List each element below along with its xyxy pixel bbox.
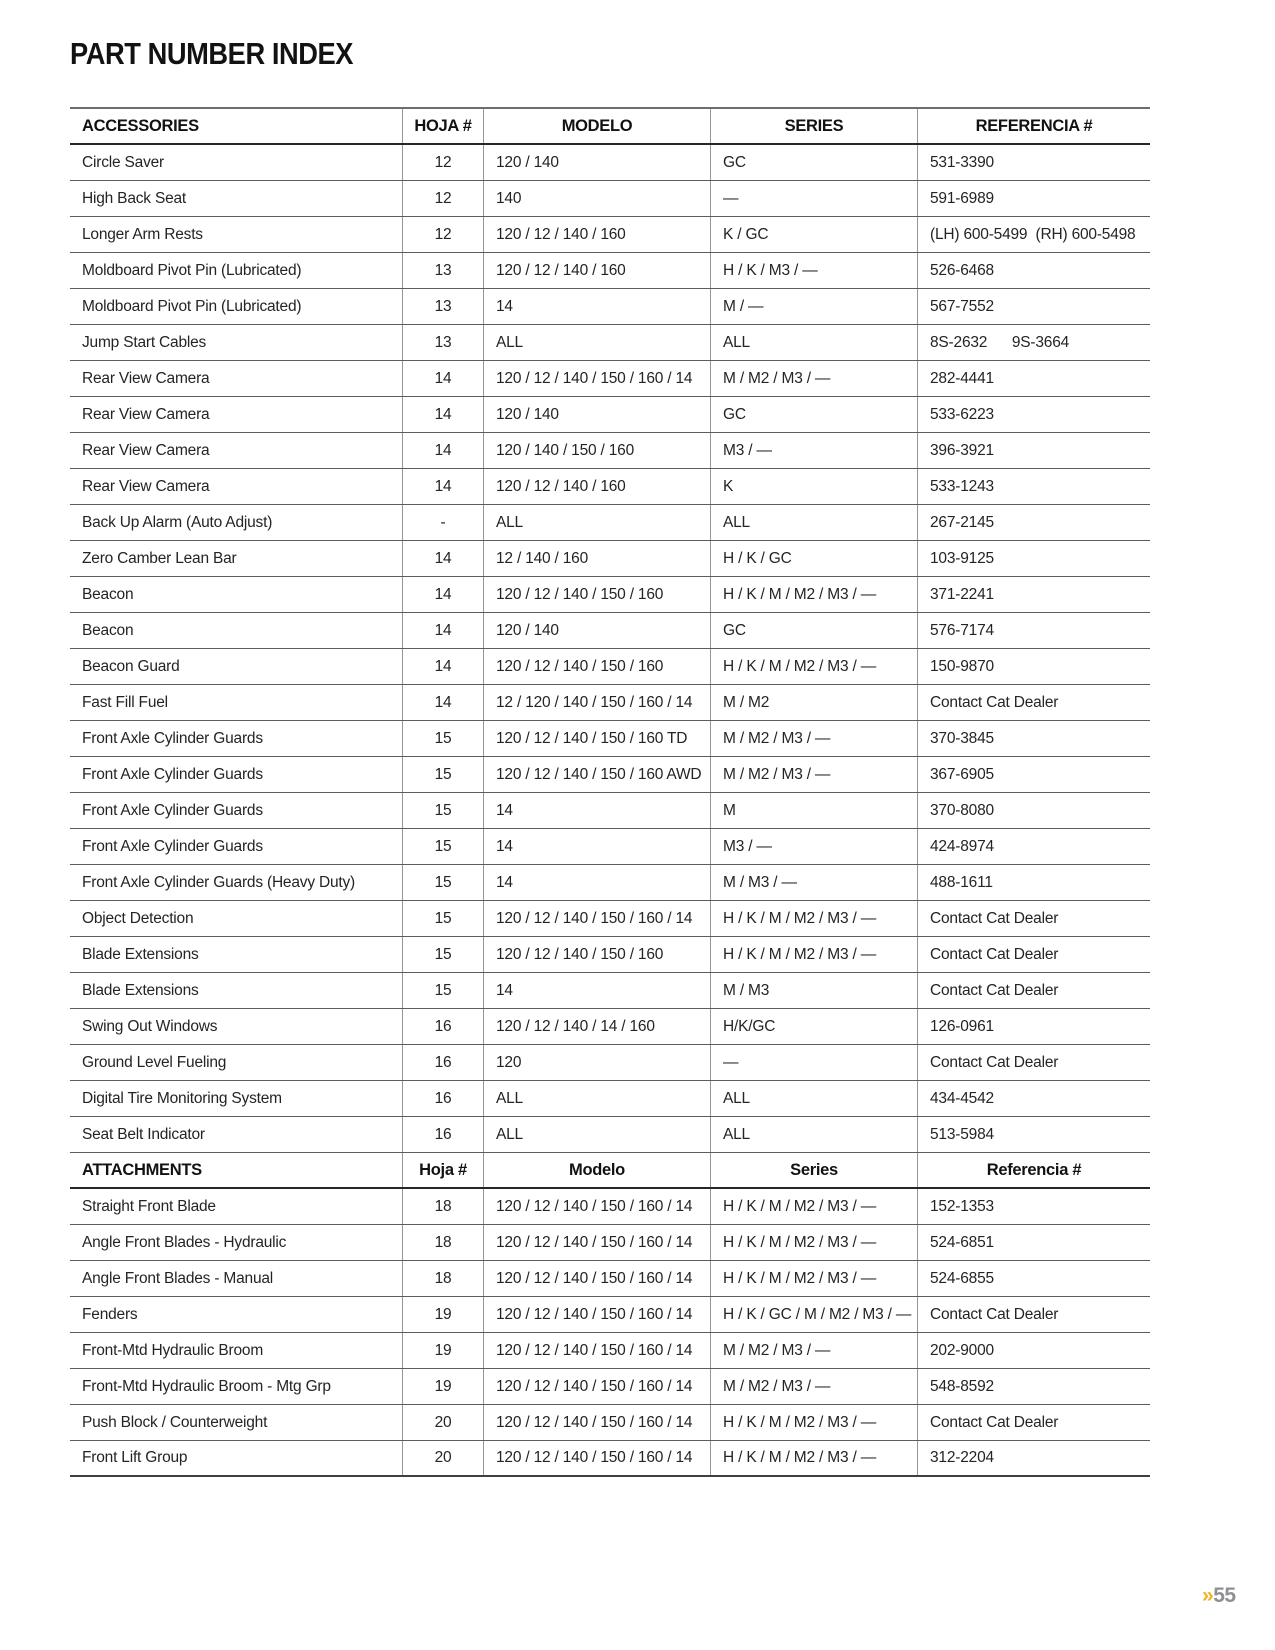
- cell-accessory: Angle Front Blades - Manual: [82, 1269, 274, 1287]
- cell-hoja: 12: [402, 217, 483, 252]
- cell-hoja: 15: [402, 829, 483, 864]
- table-row: [70, 1117, 1150, 1153]
- cell-referencia: 126-0961: [917, 1009, 1150, 1044]
- cell-modelo: 120 / 12 / 140 / 160: [483, 217, 710, 252]
- cell-modelo: 12 / 140 / 160: [483, 541, 710, 576]
- cell-accessory: Front Axle Cylinder Guards: [82, 729, 263, 747]
- table-row: [70, 253, 1150, 289]
- cell-series: H / K / M / M2 / M3 / —: [710, 937, 917, 972]
- cell-series: M: [710, 793, 917, 828]
- cell-series: ALL: [710, 1081, 917, 1116]
- cell-series: H / K / GC / M / M2 / M3 / —: [710, 1297, 917, 1332]
- table-row: [70, 1225, 1150, 1261]
- cell-accessory: Beacon: [82, 585, 134, 603]
- cell-referencia: 567-7552: [917, 289, 1150, 324]
- cell-accessory: Rear View Camera: [82, 477, 210, 495]
- cell-hoja: 14: [402, 397, 483, 432]
- table-row: [70, 1441, 1150, 1477]
- table-row: [70, 865, 1150, 901]
- section-header-row: [70, 109, 1150, 145]
- cell-hoja: 14: [402, 541, 483, 576]
- cell-referencia: Contact Cat Dealer: [917, 937, 1150, 972]
- cell-modelo: 12 / 120 / 140 / 150 / 160 / 14: [483, 685, 710, 720]
- cell-referencia: 424-8974: [917, 829, 1150, 864]
- cell-referencia: 370-8080: [917, 793, 1150, 828]
- cell-hoja: 15: [402, 865, 483, 900]
- column-header-hoja: Hoja #: [402, 1153, 483, 1187]
- cell-modelo: 120 / 12 / 140 / 150 / 160 / 14: [483, 901, 710, 936]
- cell-referencia: 576-7174: [917, 613, 1150, 648]
- column-header-referencia: REFERENCIA #: [917, 109, 1150, 143]
- table-row: [70, 469, 1150, 505]
- cell-hoja: 15: [402, 721, 483, 756]
- cell-accessory: Back Up Alarm (Auto Adjust): [82, 513, 273, 531]
- cell-series: M / M2 / M3 / —: [710, 1333, 917, 1368]
- cell-series: H / K / M / M2 / M3 / —: [710, 1225, 917, 1260]
- cell-accessory: Seat Belt Indicator: [82, 1125, 205, 1143]
- cell-accessory: Fenders: [82, 1305, 138, 1323]
- cell-hoja: 14: [402, 433, 483, 468]
- cell-referencia: Contact Cat Dealer: [917, 1045, 1150, 1080]
- cell-referencia: Contact Cat Dealer: [917, 1405, 1150, 1440]
- cell-series: GC: [710, 613, 917, 648]
- table-row: [70, 973, 1150, 1009]
- table-row: [70, 1189, 1150, 1225]
- column-header-series: SERIES: [710, 109, 917, 143]
- cell-accessory: Object Detection: [82, 909, 194, 927]
- table-row: [70, 829, 1150, 865]
- cell-referencia: 282-4441: [917, 361, 1150, 396]
- table-row: [70, 1333, 1150, 1369]
- part-number-index-table: [70, 107, 1150, 1477]
- cell-referencia: 312-2204: [917, 1441, 1150, 1475]
- table-row: [70, 217, 1150, 253]
- cell-series: K / GC: [710, 217, 917, 252]
- cell-series: H / K / M3 / —: [710, 253, 917, 288]
- table-row: [70, 721, 1150, 757]
- cell-series: H / K / GC: [710, 541, 917, 576]
- table-row: [70, 1369, 1150, 1405]
- cell-modelo: 120 / 12 / 140 / 150 / 160 / 14: [483, 1405, 710, 1440]
- cell-accessory: Rear View Camera: [82, 441, 210, 459]
- cell-modelo: 120 / 12 / 140 / 150 / 160 / 14: [483, 361, 710, 396]
- cell-hoja: 13: [402, 253, 483, 288]
- chevrons-icon: »: [1202, 1584, 1214, 1607]
- cell-modelo: 120 / 12 / 140 / 160: [483, 253, 710, 288]
- cell-modelo: ALL: [483, 1117, 710, 1152]
- cell-accessory: Zero Camber Lean Bar: [82, 549, 237, 567]
- cell-modelo: 120 / 12 / 140 / 150 / 160: [483, 937, 710, 972]
- table-row: [70, 145, 1150, 181]
- cell-series: H / K / M / M2 / M3 / —: [710, 1261, 917, 1296]
- table-row: [70, 901, 1150, 937]
- cell-series: M / M3 / —: [710, 865, 917, 900]
- cell-modelo: 14: [483, 289, 710, 324]
- table-row: [70, 649, 1150, 685]
- cell-referencia: 267-2145: [917, 505, 1150, 540]
- cell-hoja: 18: [402, 1225, 483, 1260]
- table-row: [70, 1405, 1150, 1441]
- cell-accessory: Longer Arm Rests: [82, 225, 203, 243]
- cell-hoja: 13: [402, 325, 483, 360]
- cell-referencia: 150-9870: [917, 649, 1150, 684]
- cell-series: ALL: [710, 1117, 917, 1152]
- cell-referencia: Contact Cat Dealer: [917, 901, 1150, 936]
- cell-referencia: 8S-2632 9S-3664: [917, 325, 1150, 360]
- table-row: [70, 937, 1150, 973]
- table-row: [70, 289, 1150, 325]
- cell-series: H / K / M / M2 / M3 / —: [710, 649, 917, 684]
- cell-accessory: High Back Seat: [82, 189, 187, 207]
- table-row: [70, 757, 1150, 793]
- cell-referencia: 488-1611: [917, 865, 1150, 900]
- cell-modelo: 120 / 12 / 140 / 14 / 160: [483, 1009, 710, 1044]
- cell-modelo: 120 / 12 / 140 / 150 / 160 / 14: [483, 1261, 710, 1296]
- cell-referencia: 548-8592: [917, 1369, 1150, 1404]
- table-row: [70, 1009, 1150, 1045]
- cell-modelo: 120 / 12 / 140 / 150 / 160 TD: [483, 721, 710, 756]
- table-row: [70, 361, 1150, 397]
- cell-hoja: 15: [402, 757, 483, 792]
- table-row: [70, 1045, 1150, 1081]
- cell-modelo: 120 / 140: [483, 397, 710, 432]
- cell-referencia: Contact Cat Dealer: [917, 685, 1150, 720]
- cell-modelo: 120 / 12 / 140 / 150 / 160 AWD: [483, 757, 710, 792]
- cell-accessory: Blade Extensions: [82, 981, 199, 999]
- cell-referencia: 434-4542: [917, 1081, 1150, 1116]
- cell-accessory: Front Lift Group: [82, 1449, 188, 1466]
- cell-modelo: 120: [483, 1045, 710, 1080]
- cell-modelo: 14: [483, 829, 710, 864]
- cell-hoja: 16: [402, 1081, 483, 1116]
- cell-accessory: Front Axle Cylinder Guards (Heavy Duty): [82, 873, 356, 891]
- column-header-accessory: ACCESSORIES: [82, 116, 199, 135]
- cell-hoja: 19: [402, 1333, 483, 1368]
- cell-modelo: 120 / 140: [483, 613, 710, 648]
- cell-hoja: 15: [402, 973, 483, 1008]
- cell-modelo: 120 / 12 / 140 / 150 / 160 / 14: [483, 1369, 710, 1404]
- cell-series: M / M2 / M3 / —: [710, 757, 917, 792]
- cell-hoja: 20: [402, 1405, 483, 1440]
- cell-referencia: Contact Cat Dealer: [917, 973, 1150, 1008]
- column-header-modelo: Modelo: [483, 1153, 710, 1187]
- cell-series: —: [710, 1045, 917, 1080]
- table-row: [70, 1081, 1150, 1117]
- cell-series: —: [710, 181, 917, 216]
- page-number: [1202, 1584, 1236, 1608]
- table-row: [70, 793, 1150, 829]
- cell-modelo: 120 / 12 / 140 / 150 / 160 / 14: [483, 1225, 710, 1260]
- column-header-hoja: HOJA #: [402, 109, 483, 143]
- cell-accessory: Front Axle Cylinder Guards: [82, 837, 263, 855]
- cell-hoja: 14: [402, 361, 483, 396]
- cell-modelo: ALL: [483, 505, 710, 540]
- cell-series: K: [710, 469, 917, 504]
- table-row: [70, 1297, 1150, 1333]
- cell-accessory: Angle Front Blades - Hydraulic: [82, 1233, 287, 1251]
- cell-accessory: Front Axle Cylinder Guards: [82, 801, 263, 819]
- cell-modelo: 120 / 12 / 140 / 160: [483, 469, 710, 504]
- cell-referencia: 513-5984: [917, 1117, 1150, 1152]
- cell-series: ALL: [710, 325, 917, 360]
- cell-series: GC: [710, 397, 917, 432]
- cell-modelo: 120 / 12 / 140 / 150 / 160: [483, 577, 710, 612]
- cell-hoja: 13: [402, 289, 483, 324]
- cell-referencia: Contact Cat Dealer: [917, 1297, 1150, 1332]
- cell-series: M / —: [710, 289, 917, 324]
- cell-referencia: 103-9125: [917, 541, 1150, 576]
- cell-accessory: Fast Fill Fuel: [82, 693, 168, 711]
- cell-modelo: 14: [483, 973, 710, 1008]
- cell-accessory: Ground Level Fueling: [82, 1053, 227, 1071]
- cell-hoja: 16: [402, 1117, 483, 1152]
- cell-hoja: 15: [402, 901, 483, 936]
- cell-accessory: Digital Tire Monitoring System: [82, 1089, 282, 1107]
- cell-hoja: 16: [402, 1045, 483, 1080]
- table-row: [70, 1261, 1150, 1297]
- cell-series: H / K / M / M2 / M3 / —: [710, 1405, 917, 1440]
- cell-series: H/K/GC: [710, 1009, 917, 1044]
- cell-modelo: 120 / 12 / 140 / 150 / 160 / 14: [483, 1333, 710, 1368]
- page-number-value: 55: [1213, 1584, 1236, 1607]
- cell-hoja: 18: [402, 1189, 483, 1224]
- cell-hoja: 15: [402, 937, 483, 972]
- cell-accessory: Rear View Camera: [82, 405, 210, 423]
- cell-modelo: 120 / 12 / 140 / 150 / 160 / 14: [483, 1441, 710, 1475]
- cell-accessory: Push Block / Counterweight: [82, 1413, 268, 1431]
- cell-hoja: 14: [402, 577, 483, 612]
- cell-referencia: 371-2241: [917, 577, 1150, 612]
- cell-referencia: (LH) 600-5499 (RH) 600-5498: [917, 217, 1150, 252]
- cell-modelo: 120 / 140: [483, 145, 710, 180]
- cell-series: H / K / M / M2 / M3 / —: [710, 901, 917, 936]
- table-row: [70, 433, 1150, 469]
- cell-hoja: 16: [402, 1009, 483, 1044]
- cell-hoja: 19: [402, 1369, 483, 1404]
- table-row: [70, 181, 1150, 217]
- cell-referencia: 526-6468: [917, 253, 1150, 288]
- cell-hoja: 15: [402, 793, 483, 828]
- cell-accessory: Rear View Camera: [82, 369, 210, 387]
- cell-series: H / K / M / M2 / M3 / —: [710, 577, 917, 612]
- cell-accessory: Swing Out Windows: [82, 1017, 218, 1035]
- table-row: [70, 613, 1150, 649]
- cell-referencia: 370-3845: [917, 721, 1150, 756]
- cell-series: M / M2: [710, 685, 917, 720]
- cell-modelo: 120 / 12 / 140 / 150 / 160: [483, 649, 710, 684]
- cell-hoja: 19: [402, 1297, 483, 1332]
- column-header-accessory: ATTACHMENTS: [82, 1160, 202, 1179]
- cell-accessory: Blade Extensions: [82, 945, 199, 963]
- cell-accessory: Front-Mtd Hydraulic Broom - Mtg Grp: [82, 1377, 331, 1395]
- cell-referencia: 531-3390: [917, 145, 1150, 180]
- cell-accessory: Moldboard Pivot Pin (Lubricated): [82, 261, 302, 279]
- table-row: [70, 505, 1150, 541]
- cell-series: M / M3: [710, 973, 917, 1008]
- cell-modelo: 140: [483, 181, 710, 216]
- cell-hoja: 12: [402, 145, 483, 180]
- cell-referencia: 396-3921: [917, 433, 1150, 468]
- cell-series: ALL: [710, 505, 917, 540]
- cell-modelo: 120 / 140 / 150 / 160: [483, 433, 710, 468]
- cell-series: GC: [710, 145, 917, 180]
- column-header-referencia: Referencia #: [917, 1153, 1150, 1187]
- cell-hoja: -: [402, 505, 483, 540]
- page-title: PART NUMBER INDEX: [70, 36, 354, 71]
- cell-modelo: ALL: [483, 325, 710, 360]
- cell-hoja: 14: [402, 613, 483, 648]
- cell-referencia: 533-1243: [917, 469, 1150, 504]
- cell-referencia: 591-6989: [917, 181, 1150, 216]
- cell-hoja: 12: [402, 181, 483, 216]
- cell-referencia: 524-6851: [917, 1225, 1150, 1260]
- cell-hoja: 14: [402, 469, 483, 504]
- cell-series: M / M2 / M3 / —: [710, 721, 917, 756]
- column-header-series: Series: [710, 1153, 917, 1187]
- cell-modelo: ALL: [483, 1081, 710, 1116]
- cell-hoja: 14: [402, 649, 483, 684]
- cell-accessory: Front Axle Cylinder Guards: [82, 765, 263, 783]
- cell-accessory: Circle Saver: [82, 153, 165, 171]
- cell-accessory: Straight Front Blade: [82, 1197, 216, 1215]
- table-row: [70, 541, 1150, 577]
- cell-accessory: Beacon: [82, 621, 134, 639]
- cell-modelo: 14: [483, 793, 710, 828]
- cell-referencia: 533-6223: [917, 397, 1150, 432]
- cell-hoja: 14: [402, 685, 483, 720]
- cell-series: H / K / M / M2 / M3 / —: [710, 1189, 917, 1224]
- cell-series: H / K / M / M2 / M3 / —: [710, 1441, 917, 1475]
- table-row: [70, 397, 1150, 433]
- cell-accessory: Beacon Guard: [82, 657, 180, 675]
- section-header-row: [70, 1153, 1150, 1189]
- column-header-modelo: MODELO: [483, 109, 710, 143]
- table-row: [70, 685, 1150, 721]
- cell-accessory: Moldboard Pivot Pin (Lubricated): [82, 297, 302, 315]
- cell-referencia: 152-1353: [917, 1189, 1150, 1224]
- cell-series: M / M2 / M3 / —: [710, 1369, 917, 1404]
- cell-series: M3 / —: [710, 829, 917, 864]
- cell-accessory: Front-Mtd Hydraulic Broom: [82, 1341, 264, 1359]
- cell-hoja: 18: [402, 1261, 483, 1296]
- cell-series: M / M2 / M3 / —: [710, 361, 917, 396]
- table-row: [70, 577, 1150, 613]
- cell-referencia: 202-9000: [917, 1333, 1150, 1368]
- cell-series: M3 / —: [710, 433, 917, 468]
- cell-hoja: 20: [402, 1441, 483, 1475]
- cell-accessory: Jump Start Cables: [82, 333, 207, 351]
- table-row: [70, 325, 1150, 361]
- cell-modelo: 120 / 12 / 140 / 150 / 160 / 14: [483, 1189, 710, 1224]
- cell-referencia: 524-6855: [917, 1261, 1150, 1296]
- cell-referencia: 367-6905: [917, 757, 1150, 792]
- cell-modelo: 120 / 12 / 140 / 150 / 160 / 14: [483, 1297, 710, 1332]
- cell-modelo: 14: [483, 865, 710, 900]
